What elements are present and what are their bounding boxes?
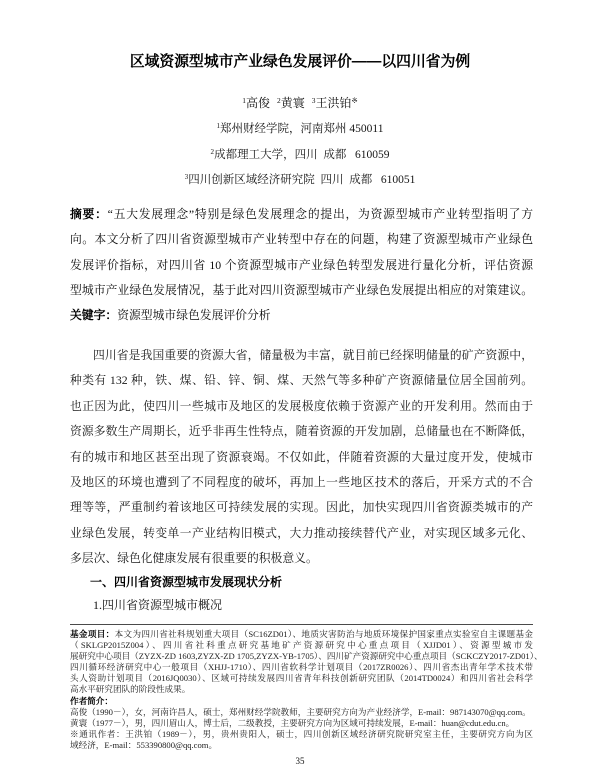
page-number: 35 <box>295 756 305 766</box>
abstract <box>70 202 533 328</box>
author-intro-label: 作者简介： <box>70 695 113 706</box>
author-2-name: 黄寰 <box>280 96 305 110</box>
affiliation-2 <box>0 146 600 164</box>
affiliation-3-text: 四川创新区域经济研究院 四川 成都 610051 <box>188 174 416 186</box>
body-line-7: 理等等，严重制约着该地区可持续发展的实现。因此，加快实现四川省资源类城市的产 <box>70 500 533 515</box>
footnotes <box>70 629 543 751</box>
fund-line-6: 高水平研究团队的阶段性成果。 <box>70 684 191 695</box>
abstract-line-3: 发展评价指标，对四川省 10 个资源型城市产业绿色转型发展进行量化分析，评估资源 <box>70 257 533 272</box>
abstract-line-2: 向。本文分析了四川省资源型城市产业转型中存在的问题，构建了资源型城市产业绿色 <box>70 232 533 247</box>
body-line-5: 有的城市和地区甚至出现了资源衰竭。不仅如此，伴随着资源的大量过度开发，使城市 <box>70 449 533 464</box>
paper-title: 区域资源型城市产业绿色发展评价——以四川省为例 <box>129 54 471 70</box>
body-line-6: 及地区的环境也遭到了不同程度的破坏，再加上一些地区技术的落后，开采方式的不合 <box>70 475 533 490</box>
fund-line-4: 四川循环经济研究中心一般项目（XHJJ-1710）、四川省软科学计划项目（2017ZR0026）、四川省杰出青年学术技术带 <box>70 662 533 673</box>
author-intro-2: 黄寰（1977－），男，四川眉山人，博士后，二级教授，主要研究方向为区域可持续发展，E-mail：huan@cdut.edu.cn。 <box>70 717 515 728</box>
fund-line-2: （SKLGP2015Z004）、四川省社科重点研究基地矿产资源研究中心重点项目（XJJD01）、资源型城市发 <box>70 640 533 651</box>
fund-line-1 <box>70 629 533 640</box>
body-paragraph <box>70 343 533 572</box>
body-line-9: 多层次、绿色化健康发展有很重要的积极意义。 <box>70 551 318 566</box>
author-1-marker: 1 <box>242 95 246 105</box>
author-intro-1: 高俊（1990－），女，河南许昌人，硕士，郑州财经学院教师，主要研究方向为产业经济学，E-mail：987143070@qq.com。 <box>70 706 531 717</box>
abstract-label: 摘要： <box>70 207 108 221</box>
abstract-line-1-text: “五大发展理念”特别是绿色发展理念的提出，为资源型城市产业转型指明了方 <box>107 207 533 221</box>
section-heading: 一、四川省资源型城市发展现状分析 <box>90 575 283 589</box>
author-3-name: 王洪铂 <box>315 96 352 110</box>
author-2-marker: 2 <box>277 95 281 105</box>
affiliation-1 <box>0 120 600 138</box>
author-1-name: 高俊 <box>246 96 271 110</box>
author-3-marker: 3 <box>311 95 316 105</box>
body-line-2: 种类有 132 种，铁、煤、铅、锌、铜、煤、天然气等多种矿产资源储量位居全国前列。 <box>70 373 533 388</box>
body-line-8: 业绿色发展，转变单一产业结构旧模式，大力推动接续替代产业，对实现区域多元化、 <box>70 525 533 540</box>
author-line <box>0 94 600 112</box>
fund-line-3: 展研究中心项目（ZYZX-ZD 1603,ZYZX-ZD 1705,ZYZX-YB-1705）、四川矿产资源研究中心重点项目（SCKCZY2017-ZD01）、 <box>70 651 543 662</box>
keywords-label: 关键字： <box>70 308 118 323</box>
affiliation-3 <box>0 171 600 189</box>
corresponding-author-mark: ※ <box>351 95 358 105</box>
body-line-3: 也正因为此，使四川一些城市及地区的发展极度依赖于资源产业的开发利用。然而由于 <box>70 398 533 413</box>
abstract-line-4: 型城市产业绿色发展情况，基于此对四川资源型城市产业绿色发展提出相应的对策建议。 <box>70 282 533 297</box>
body-line-4: 资源多数生产周期长，近乎非再生性特点，随着资源的开发加剧，总储量也在不断降低， <box>70 424 533 439</box>
affiliation-2-marker: 2 <box>210 148 215 157</box>
affiliation-3-marker: 3 <box>184 173 189 182</box>
footnote-divider <box>70 624 533 625</box>
author-intro-3: ※通讯作者：王洪铂（1989－），男，贵州贵阳人，硕士，四川创新区域经济研究院研究室主任，主要研究方向为区 <box>70 728 533 739</box>
author-intro-3-cont: 域经济，E-mail：553390800@qq.com。 <box>70 739 218 750</box>
body-line-1: 四川省是我国重要的资源大省，储量极为丰富，就目前已经探明储量的矿产资源中， <box>93 348 533 362</box>
affiliation-1-text: 郑州财经学院，河南郑州 450011 <box>220 123 384 135</box>
affiliation-2-text: 成都理工大学，四川 成都 610059 <box>214 149 390 161</box>
affiliation-1-marker: 1 <box>216 122 221 131</box>
fund-line-5: 头人资助计划项目（2016JQ0030）、区域可持续发展四川省青年科技创新研究团队（2014TD0024）和四川省社会科学 <box>70 673 533 684</box>
keywords-line <box>70 303 533 328</box>
fund-label: 基金项目： <box>70 629 115 639</box>
fund-line-1-text: 本文为四川省社科规划重大项目（SC16ZD01）、地质灾害防治与地质环境保护国家重点实验室自主课题基金 <box>114 629 533 639</box>
keywords-text: 资源型城市绿色发展评价分析 <box>117 308 271 323</box>
subsection-heading: 1.四川省资源型城市概况 <box>93 598 223 612</box>
abstract-line-1 <box>70 202 533 227</box>
